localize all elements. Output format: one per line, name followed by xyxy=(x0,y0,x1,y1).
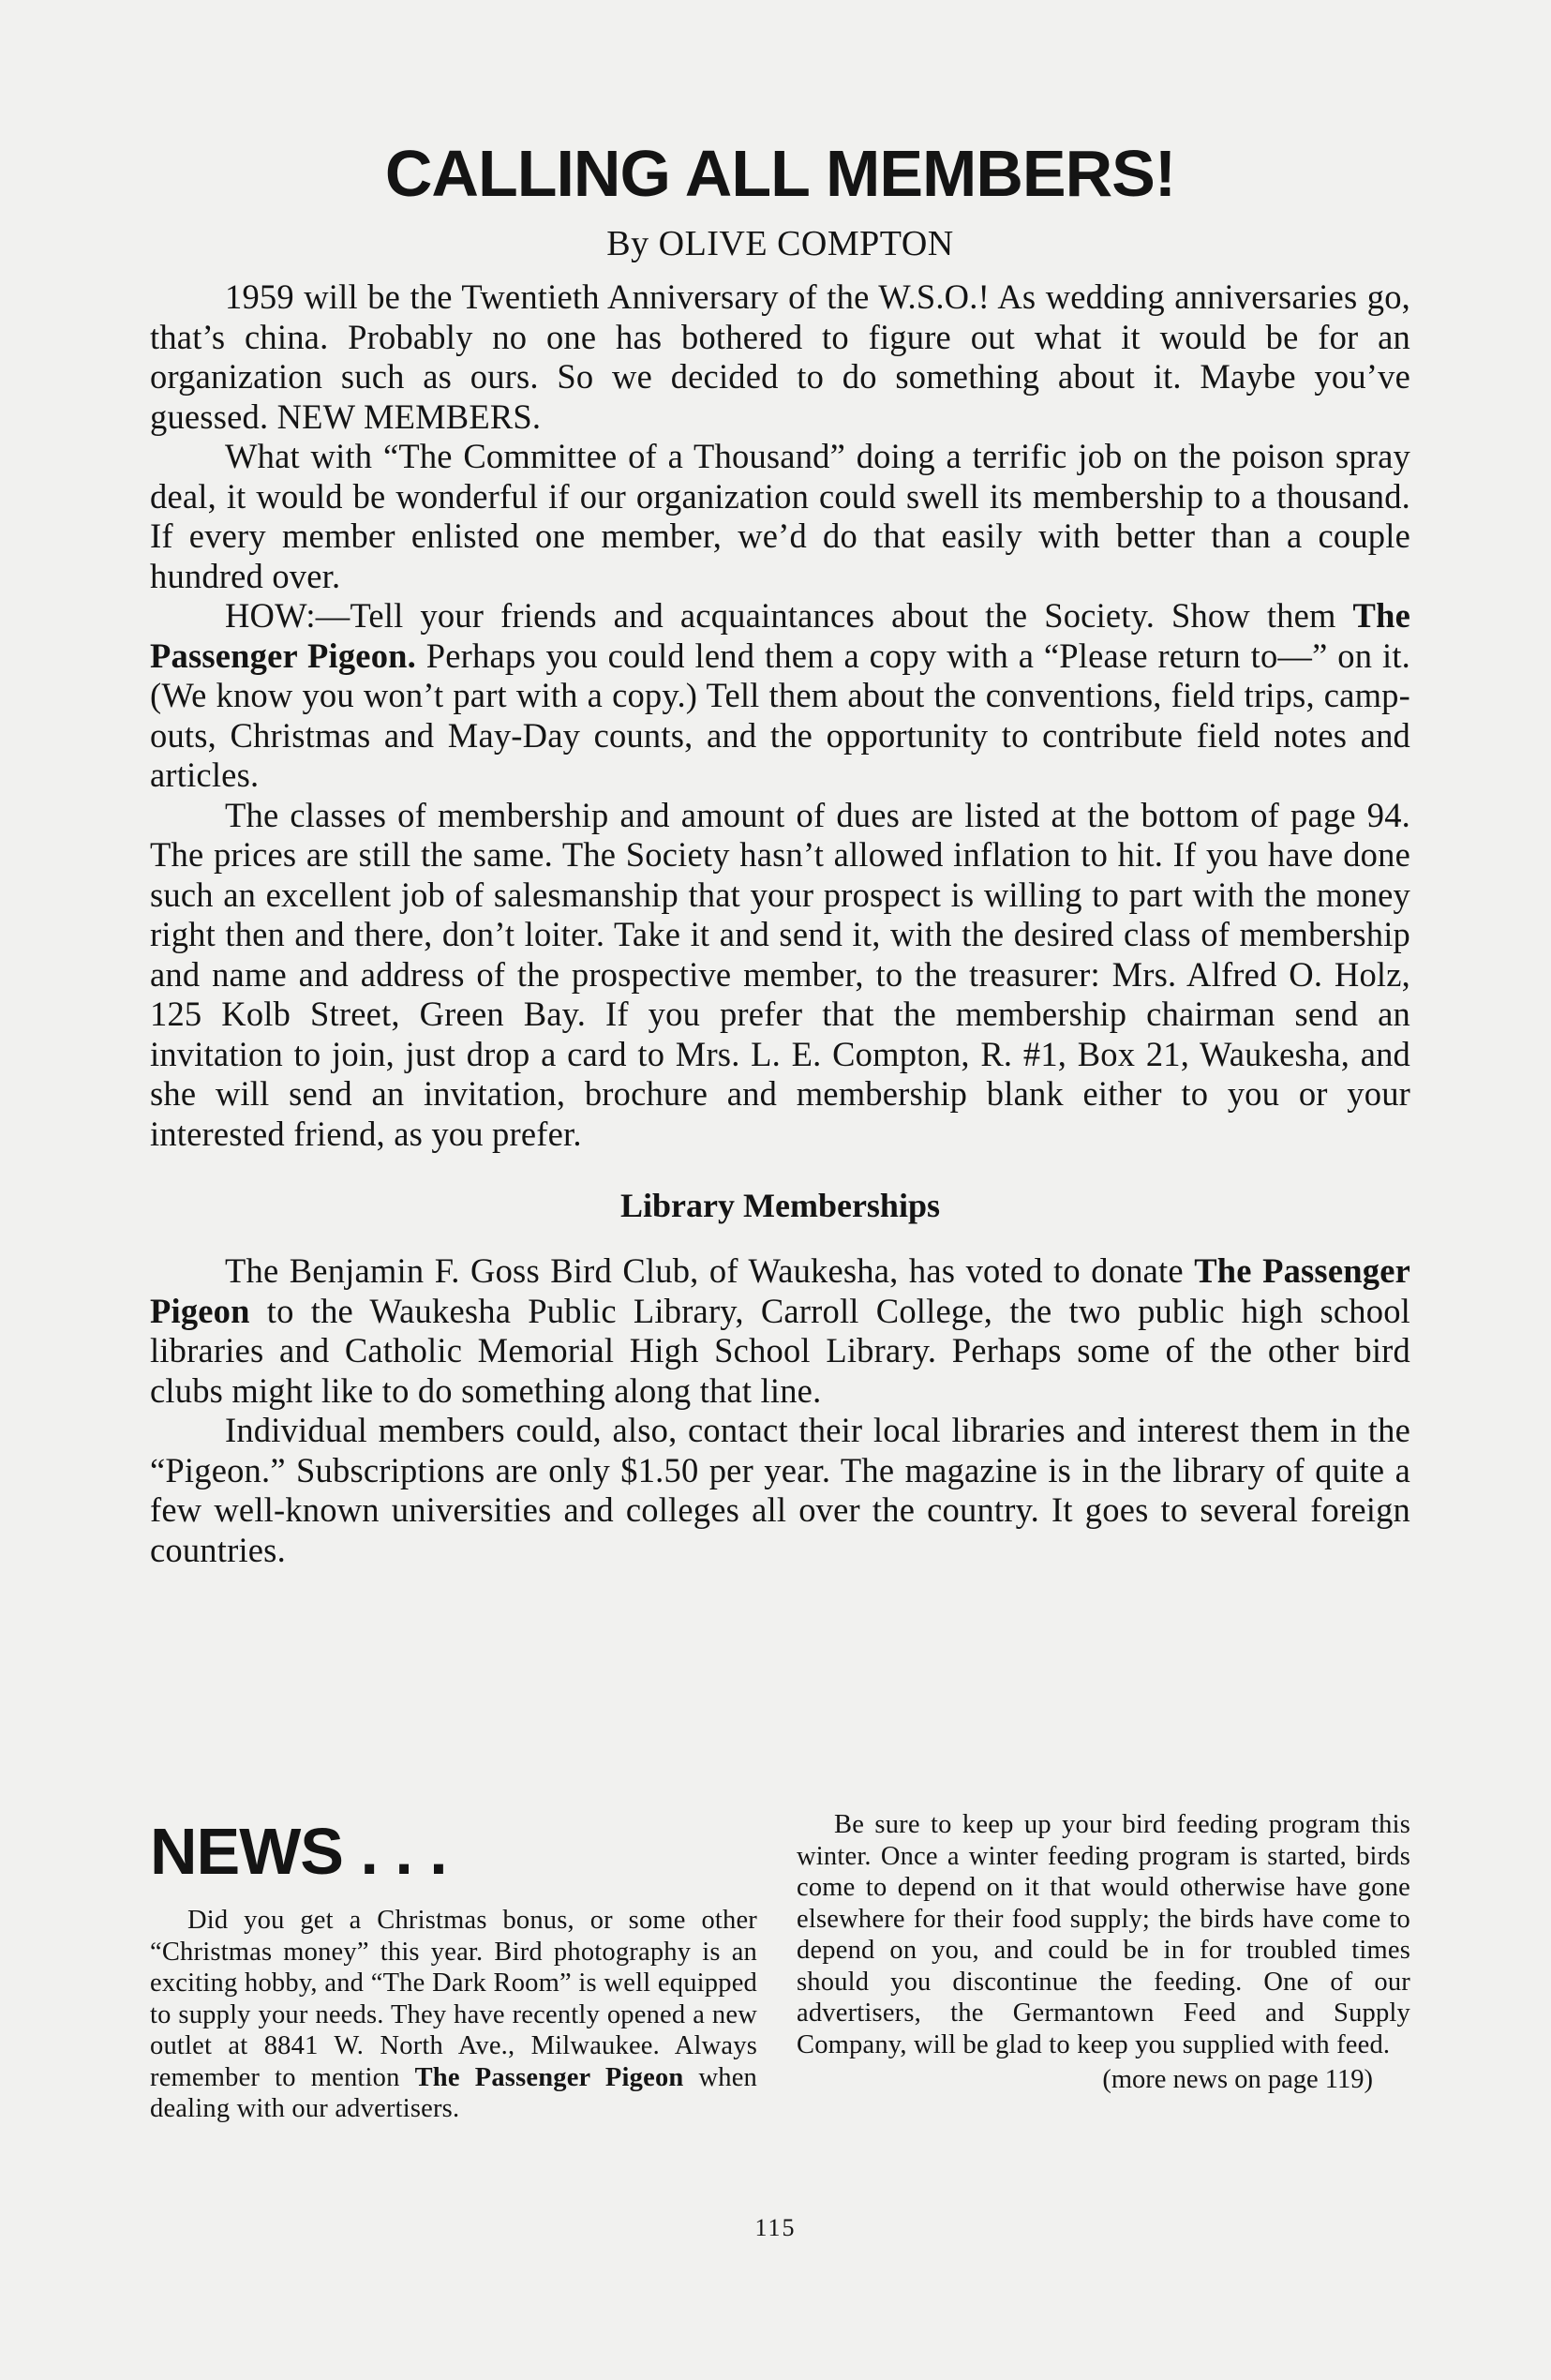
paragraph-how-post: Perhaps you could lend them a copy with a “Please return to—” on it. (We know you won’t part with a copy.) Tell them about the conventions, field trips, camp-outs, Christmas and May-Day counts, and the opportunity to contribute field notes and articles. xyxy=(150,636,1410,794)
article-body xyxy=(150,277,1410,1570)
news-left-post: when dealing with our advertisers. xyxy=(150,2062,758,2123)
news-right-column xyxy=(797,1809,1410,2096)
news-left-pre: Did you get a Christmas bonus, or some other “Christmas money” this year. Bird photography is an exciting hobby, and “The Dark Room” is well equipped to supply your needs. They have recently opened a new outlet at 8841 W. North Ave., Milwaukee. Always remember to mention xyxy=(150,1906,757,2092)
news-section xyxy=(150,1809,1410,2240)
more-news-note: (more news on page 119) xyxy=(1102,2065,1373,2094)
paragraph-how xyxy=(150,596,1410,796)
paragraph-how-pre: HOW:—Tell your friends and acquaintances about the Society. Show them xyxy=(225,596,1353,635)
paragraph-classes: The classes of membership and amount of dues are listed at the bottom of page 94. The prices are still the same. The Society hasn’t allowed inflation to hit. If you have done such an excellent job of salesmanship that your prospect is willing to part with the money right then and there, don’t loiter. Take it and send it, with the desired class of membership and name and address of the prospective member, to the treasurer: Mrs. Alfred O. Holz, 125 Kolb Street, Green Bay. If you prefer that the membership chairman send an invitation to join, just drop a card to Mrs. L. E. Compton, R. #1, Box 21, Waukesha, and she will send an invitation, brochure and membership blank either to you or your interested friend, as you prefer. xyxy=(150,795,1410,1153)
goss-club-pre: The Benjamin F. Goss Bird Club, of Waukesha, has voted to donate xyxy=(225,1251,1195,1290)
page xyxy=(150,137,1410,2297)
library-heading: Library Memberships xyxy=(620,1187,940,1224)
page-number: 115 xyxy=(754,2214,797,2241)
magazine-name: The Passenger Pigeon. xyxy=(150,596,1410,675)
goss-club-post: to the Waukesha Public Library, Carroll College, the two public high school libraries and Catholic Memorial High School Library. Perhaps some of the other bird clubs might like to do something along that line. xyxy=(150,1291,1410,1410)
news-dark-room xyxy=(150,1905,757,2125)
magazine-name: The Passenger Pigeon xyxy=(414,2062,684,2092)
article-title: CALLING ALL MEMBERS! xyxy=(384,137,1176,210)
news-bird-feeding: Be sure to keep up your bird feeding program this winter. Once a winter feeding program is started, birds come to depend on it that would otherwise have gone elsewhere for their food supply; the birds have come to depend on you, and could be in for troubled times should you discontinue the feeding. One of our advertisers, the Germantown Feed and Supply Company, will be glad to keep you supplied with feed. xyxy=(797,1810,1410,2059)
paragraph-committee: What with “The Committee of a Thousand” doing a terrific job on the poison spray deal, it would be wonderful if our organization could swell its membership to a thousand. If every member enlisted one member, we’d do that easily with better than a couple hundred over. xyxy=(150,437,1410,595)
article-byline: By OLIVE COMPTON xyxy=(606,224,954,263)
paragraph-anniversary: 1959 will be the Twentieth Anniversary of the W.S.O.! As wedding anniversaries go, that’s china. Probably no one has bothered to figure out what it would be for an organization such as ours. So we decided to do something about it. Maybe you’ve guessed. NEW MEMBERS. xyxy=(150,277,1410,436)
paragraph-goss-club xyxy=(150,1251,1410,1411)
news-heading: NEWS . . . xyxy=(150,1815,447,1888)
magazine-name: The Passenger Pigeon xyxy=(150,1251,1410,1330)
news-left-column xyxy=(150,1809,757,2125)
paragraph-individual-members: Individual members could, also, contact their local libraries and interest them in the “Pigeon.” Subscriptions are only $1.50 per year. The magazine is in the library of quite a few well-known universities and colleges all over the country. It goes to several foreign countries. xyxy=(150,1411,1410,1569)
